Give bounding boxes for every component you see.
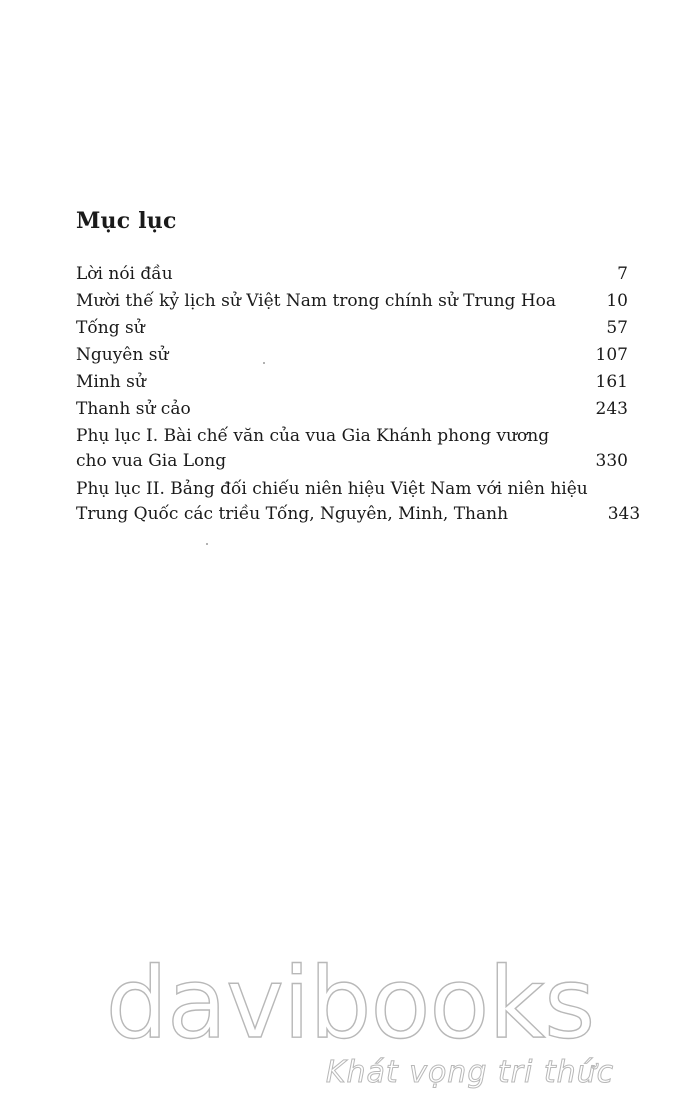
scan-speck [206, 543, 208, 545]
toc-entry-line: Mười thế kỷ lịch sử Việt Nam trong chính sử Trung Hoa [76, 291, 557, 311]
toc-entry-minh-su [76, 370, 628, 395]
toc-entry-line: Phụ lục I. Bài chế văn của vua Gia Khánh phong vương [76, 426, 550, 446]
toc-entry-line: Phụ lục II. Bảng đối chiếu niên hiệu Việt Nam với niên hiệu [76, 479, 588, 499]
scan-speck [263, 362, 265, 364]
toc-entry-title [76, 424, 596, 474]
toc-entry-muoi-the-ky [76, 289, 628, 314]
toc-entry-page-number: 343 [607, 504, 641, 524]
toc-entry-title [76, 370, 596, 395]
toc-entry-page-number: 57 [606, 318, 628, 338]
toc-entry-page-number: 243 [595, 399, 628, 419]
toc-entry-line: Thanh sử cảo [76, 399, 191, 419]
toc-entry-title [76, 316, 606, 341]
toc-entry-title [76, 343, 596, 368]
toc-entry-page-number: 330 [595, 451, 628, 471]
page-title: Mục lục [76, 208, 177, 234]
toc-entry-title [76, 477, 608, 527]
toc-entry-thanh-su-cao [76, 397, 628, 422]
toc-entry-line: cho vua Gia Long [76, 451, 227, 471]
watermark-brand-logo: davibooks [105, 947, 595, 1061]
toc-entry-phu-luc-1 [76, 424, 628, 474]
toc-entry-page-number: 7 [617, 264, 628, 284]
toc-entry-page-number: 161 [595, 372, 628, 392]
toc-entry-page-number: 107 [595, 345, 628, 365]
toc-entry-line: Minh sử [76, 372, 146, 392]
toc-entry-line: Lời nói đầu [76, 264, 173, 284]
table-of-contents [76, 262, 641, 530]
toc-entry-title [76, 397, 596, 422]
toc-entry-loi-noi-dau [76, 262, 628, 287]
toc-entry-line: Trung Quốc các triều Tống, Nguyên, Minh, Thanh [76, 504, 509, 524]
toc-entry-line: Tống sử [76, 318, 145, 338]
toc-entry-title [76, 262, 617, 287]
toc-entry-page-number: 10 [606, 291, 628, 311]
toc-entry-tong-su [76, 316, 628, 341]
toc-entry-phu-luc-2 [76, 477, 641, 527]
watermark-tagline: Khát vọng tri thức [325, 1055, 615, 1090]
toc-entry-nguyen-su [76, 343, 628, 368]
toc-entry-title [76, 289, 606, 314]
toc-entry-line: Nguyên sử [76, 345, 169, 365]
